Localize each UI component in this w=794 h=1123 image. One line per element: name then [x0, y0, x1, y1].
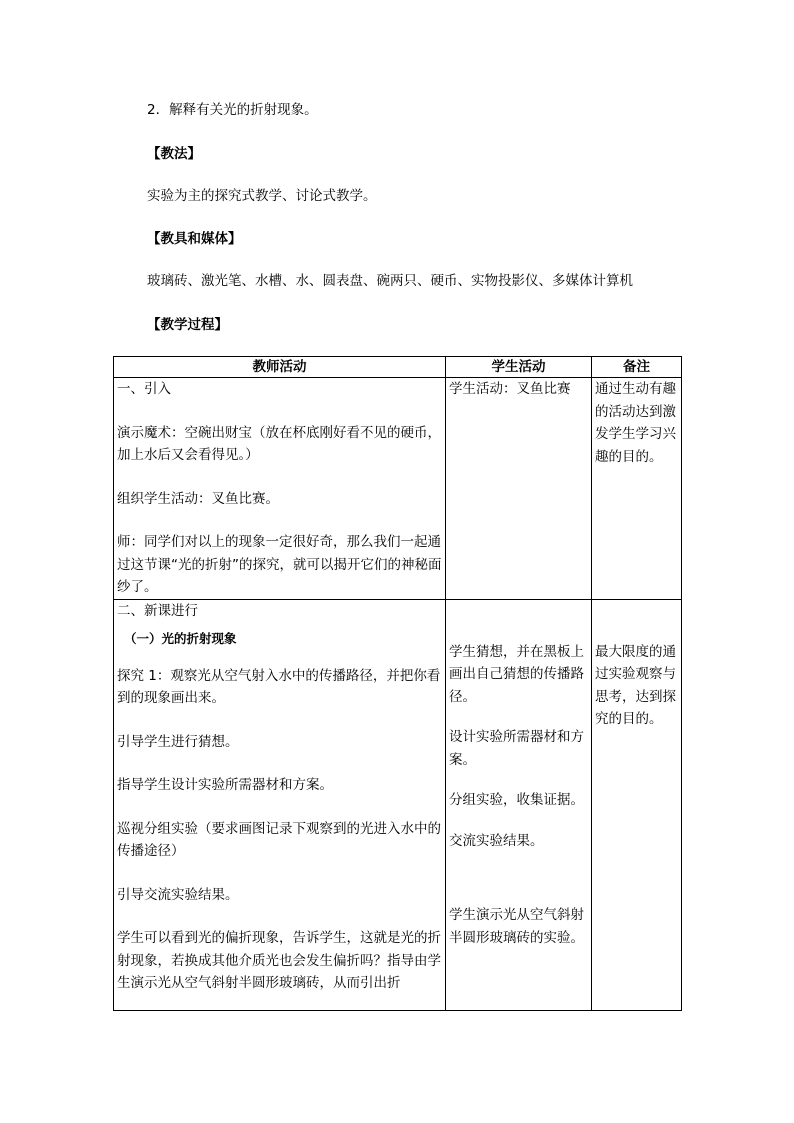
teaching-process-table	[113, 356, 682, 1011]
teacher-text: 探究 1：观察光从空气射入水中的传播路径，并把你看到的现象画出来。	[117, 667, 441, 706]
teacher-text: 演示魔术：空碗出财宝（放在杯底刚好看不见的硬币，加上水后又会看得见。）	[117, 424, 441, 463]
section-title-intro: 一、引入	[117, 381, 171, 397]
teacher-text: 学生可以看到光的偏折现象，告诉学生，这就是光的折射现象，若换成其他介质光也会发生偏折吗？指导由学生演示光从空气斜射半圆形玻璃砖，从而引出折	[117, 930, 441, 991]
teacher-text: 引导交流实验结果。	[117, 886, 239, 903]
teaching-method-text: 实验为主的探究式教学、讨论式教学。	[147, 188, 377, 204]
student-text: 分组实验，收集证据。	[449, 792, 584, 808]
tools-text: 玻璃砖、激光笔、水槽、水、圆表盘、碗两只、硬币、实物投影仪、多媒体计算机	[147, 273, 633, 289]
table-row	[114, 378, 682, 600]
header-teacher-activity: 教师活动	[114, 357, 446, 378]
tools-heading: 【教具和媒体】	[147, 231, 242, 247]
teacher-text: 师：同学们对以上的现象一定很好奇，那么我们一起通过这节课“光的折射”的探究，就可以揭开它们的神秘面纱了。	[117, 534, 442, 595]
teacher-cell-new-lesson	[114, 599, 446, 1010]
student-text: 设计实验所需器材和方案。	[449, 729, 584, 768]
teaching-method-heading: 【教法】	[147, 146, 201, 162]
teacher-text: 巡视分组实验（要求画图记录下观察到的光进入水中的传播途径）	[117, 820, 441, 859]
note-text: 通过生动有趣的活动达到激发学生学习兴趣的目的。	[595, 381, 676, 465]
header-notes: 备注	[592, 357, 682, 378]
student-cell-intro	[446, 378, 592, 600]
teacher-text: 组织学生活动：叉鱼比赛。	[117, 490, 279, 507]
subsection-title-refraction: （一）光的折射现象	[124, 631, 237, 646]
note-cell-intro	[592, 378, 682, 600]
note-text: 最大限度的通过实验观察与思考，达到探究的目的。	[595, 643, 676, 727]
teacher-text: 引导学生进行猜想。	[117, 733, 239, 750]
process-heading: 【教学过程】	[147, 317, 228, 333]
student-text: 学生猜想，并在黑板上画出自己猜想的传播路径。	[449, 643, 584, 705]
student-text: 学生活动：叉鱼比赛	[449, 381, 571, 397]
student-text: 交流实验结果。	[449, 832, 544, 849]
note-cell-new-lesson	[592, 599, 682, 1010]
student-text: 学生演示光从空气斜射半圆形玻璃砖的实验。	[449, 907, 584, 946]
section-title-new-lesson: 二、新课进行	[117, 602, 198, 619]
student-cell-new-lesson	[446, 599, 592, 1010]
teacher-cell-intro	[114, 378, 446, 600]
header-student-activity: 学生活动	[446, 357, 592, 378]
table-row	[114, 599, 682, 1010]
objective-2: 2．解释有关光的折射现象。	[147, 102, 318, 118]
teacher-text: 指导学生设计实验所需器材和方案。	[117, 777, 333, 793]
table-header-row	[114, 357, 682, 378]
